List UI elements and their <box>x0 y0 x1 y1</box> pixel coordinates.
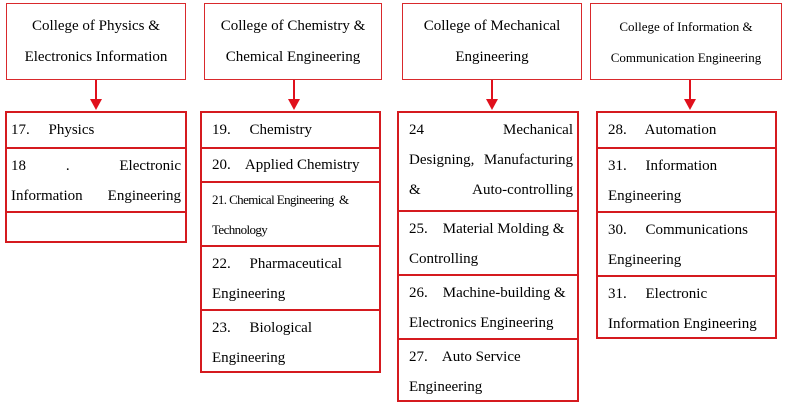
major-list-mechanical <box>397 111 579 402</box>
major-item: 19. Chemistry <box>212 122 312 138</box>
college-information-communication <box>590 3 782 80</box>
major-item: 28. Automation <box>608 122 717 138</box>
major-list-information <box>596 111 777 339</box>
major-item: 21. Chemical Engineering & Technology <box>202 181 379 245</box>
major-list-physics <box>5 111 187 243</box>
major-item: 25. Material Molding & Controlling <box>399 210 577 274</box>
major-list-chemistry <box>200 111 381 373</box>
major-item: 27. Auto Service Engineering <box>399 338 577 400</box>
college-chemistry <box>204 3 382 80</box>
major-item: 31. Electronic Information Engineering <box>598 275 775 337</box>
major-item: 18 . Electronic Information Engineering <box>7 147 185 211</box>
major-item: 20. Applied Chemistry <box>202 147 379 181</box>
major-item: 17. Physics <box>11 122 95 138</box>
college-title: College of Mechanical Engineering <box>423 17 561 65</box>
college-physics-electronics <box>6 3 186 80</box>
college-mechanical <box>402 3 582 80</box>
major-item: 22. Pharmaceutical Engineering <box>202 245 379 309</box>
college-title: College of Information & Communication Engineering <box>610 18 762 65</box>
major-item: 24 Mechanical Designing, Manufacturing & Auto-controlling <box>409 122 577 198</box>
major-item: 23. Biological Engineering <box>202 309 379 371</box>
major-item-empty <box>7 211 185 241</box>
college-title: College of Chemistry & Chemical Engineering <box>220 17 366 65</box>
major-item: 31. Information Engineering <box>598 147 775 211</box>
college-title: College of Physics & Electronics Information <box>24 17 168 65</box>
major-item: 26. Machine-building & Electronics Engineering <box>399 274 577 338</box>
major-item: 30. Communications Engineering <box>598 211 775 275</box>
